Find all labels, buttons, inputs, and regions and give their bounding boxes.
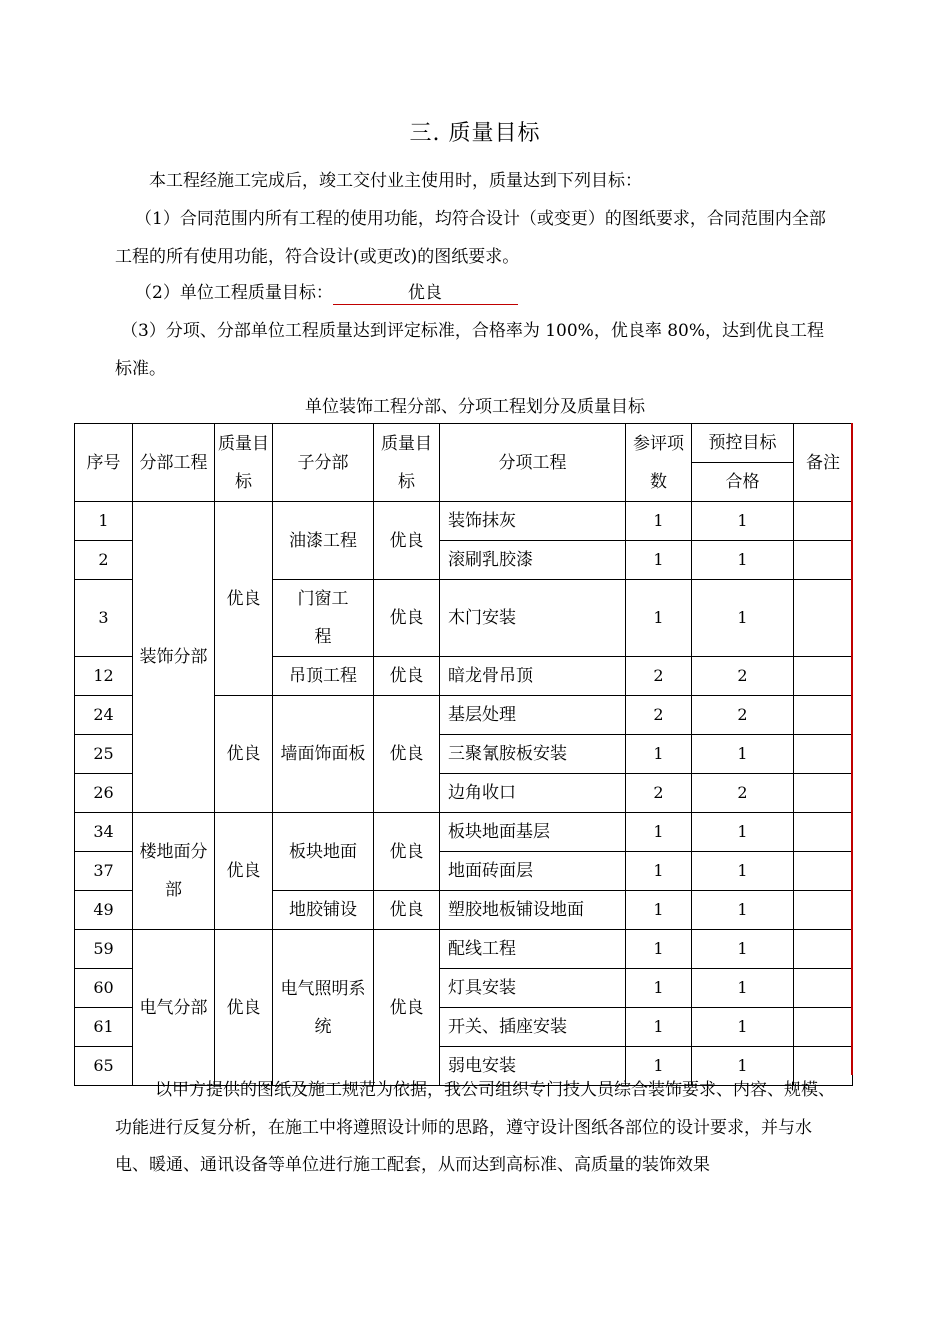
item2-value: 优良 — [333, 282, 518, 305]
header-item: 分项工程 — [440, 424, 626, 502]
cell-count: 1 — [626, 813, 692, 852]
cell-count: 1 — [626, 541, 692, 580]
cell-subdivision-goal: 优良 — [374, 813, 440, 891]
cell-qualified: 1 — [692, 580, 794, 657]
cell-count: 1 — [626, 1047, 692, 1086]
cell-qualified: 2 — [692, 774, 794, 813]
cell-seq: 37 — [75, 852, 133, 891]
cell-division: 电气分部 — [133, 930, 215, 1086]
table-row — [75, 813, 853, 852]
cell-remark — [794, 930, 853, 969]
cell-division: 楼地面分部 — [133, 813, 215, 930]
cell-remark — [794, 891, 853, 930]
cell-count: 2 — [626, 696, 692, 735]
cell-item: 木门安装 — [440, 580, 626, 657]
cell-subdivision: 油漆工程 — [273, 502, 374, 580]
cell-count: 1 — [626, 502, 692, 541]
cell-seq: 24 — [75, 696, 133, 735]
item1-paragraph — [115, 200, 840, 276]
cell-subdivision: 墙面饰面板 — [273, 696, 374, 813]
item2-label: （2）单位工程质量目标： — [135, 283, 333, 303]
cell-qualified: 1 — [692, 502, 794, 541]
conclusion-text: 以甲方提供的图纸及施工规范为依据，我公司组织专门技人员综合装饰要求、内容、规模、功能进行反复分析，在施工中将遵照设计师的思路，遵守设计图纸各部位的设计要求，并与水电、暖通、通讯设备等单位进行施工配套，从而达到高标准、高质量的装饰效果 — [115, 1080, 835, 1175]
cell-item: 三聚氰胺板安装 — [440, 735, 626, 774]
item1-text: （1）合同范围内所有工程的使用功能，均符合设计（或变更）的图纸要求，合同范围内全部工程的所有使用功能，符合设计(或更改)的图纸要求。 — [115, 209, 826, 267]
header-division-goal: 质量目标 — [215, 424, 273, 502]
cell-division-goal: 优良 — [215, 696, 273, 813]
header-target: 预控目标 — [692, 424, 794, 463]
item2-paragraph — [115, 274, 840, 312]
cell-item: 滚刷乳胶漆 — [440, 541, 626, 580]
table-caption: 单位装饰工程分部、分项工程划分及质量目标 — [305, 397, 645, 417]
cell-qualified: 1 — [692, 735, 794, 774]
cell-subdivision: 地胶铺设 — [273, 891, 374, 930]
cell-seq: 3 — [75, 580, 133, 657]
cell-item: 板块地面基层 — [440, 813, 626, 852]
cell-subdivision: 电气照明系统 — [273, 930, 374, 1086]
cell-count: 1 — [626, 580, 692, 657]
cell-item: 边角收口 — [440, 774, 626, 813]
cell-seq: 61 — [75, 1008, 133, 1047]
cell-qualified: 2 — [692, 696, 794, 735]
cell-remark — [794, 813, 853, 852]
intro-paragraph — [115, 162, 840, 200]
cell-seq: 2 — [75, 541, 133, 580]
cell-remark — [794, 657, 853, 696]
cell-remark — [794, 852, 853, 891]
quality-goal-table — [74, 423, 853, 1086]
cell-qualified: 1 — [692, 852, 794, 891]
cell-subdivision-goal: 优良 — [374, 657, 440, 696]
cell-seq: 1 — [75, 502, 133, 541]
cell-seq: 60 — [75, 969, 133, 1008]
cell-item: 基层处理 — [440, 696, 626, 735]
header-count: 参评项数 — [626, 424, 692, 502]
intro-text: 本工程经施工完成后，竣工交付业主使用时，质量达到下列目标： — [149, 171, 642, 191]
cell-division-goal: 优良 — [215, 502, 273, 696]
cell-qualified: 1 — [692, 930, 794, 969]
cell-remark — [794, 502, 853, 541]
cell-item: 装饰抹灰 — [440, 502, 626, 541]
cell-item: 配线工程 — [440, 930, 626, 969]
cell-seq: 26 — [75, 774, 133, 813]
cell-remark — [794, 580, 853, 657]
header-subdivision-goal: 质量目标 — [374, 424, 440, 502]
cell-count: 1 — [626, 969, 692, 1008]
item3-paragraph — [115, 312, 840, 388]
cell-qualified: 1 — [692, 1008, 794, 1047]
cell-count: 2 — [626, 657, 692, 696]
header-row-1 — [75, 424, 853, 463]
cell-qualified: 1 — [692, 1047, 794, 1086]
cell-qualified: 1 — [692, 969, 794, 1008]
cell-division: 装饰分部 — [133, 502, 215, 813]
cell-qualified: 2 — [692, 657, 794, 696]
cell-qualified: 1 — [692, 813, 794, 852]
cell-remark — [794, 696, 853, 735]
cell-subdivision-goal: 优良 — [374, 930, 440, 1086]
table-row — [75, 930, 853, 969]
cell-count: 1 — [626, 852, 692, 891]
cell-qualified: 1 — [692, 891, 794, 930]
cell-subdivision-goal: 优良 — [374, 696, 440, 813]
cell-item: 塑胶地板铺设地面 — [440, 891, 626, 930]
header-division: 分部工程 — [133, 424, 215, 502]
header-seq: 序号 — [75, 424, 133, 502]
cell-count: 1 — [626, 891, 692, 930]
cell-item: 暗龙骨吊顶 — [440, 657, 626, 696]
cell-remark — [794, 969, 853, 1008]
header-subdivision: 子分部 — [273, 424, 374, 502]
cell-remark — [794, 541, 853, 580]
cell-count: 1 — [626, 930, 692, 969]
cell-remark — [794, 1008, 853, 1047]
cell-seq: 59 — [75, 930, 133, 969]
cell-subdivision: 板块地面 — [273, 813, 374, 891]
cell-subdivision-goal: 优良 — [374, 502, 440, 580]
item3-text: （3）分项、分部单位工程质量达到评定标准，合格率为 100%，优良率 80%，达到优良工程标准。 — [115, 321, 825, 379]
cell-qualified: 1 — [692, 541, 794, 580]
cell-seq: 12 — [75, 657, 133, 696]
cell-seq: 25 — [75, 735, 133, 774]
conclusion-paragraph — [115, 1072, 840, 1185]
cell-seq: 49 — [75, 891, 133, 930]
table-right-edge-line — [851, 423, 853, 1075]
cell-seq: 65 — [75, 1047, 133, 1086]
cell-count: 1 — [626, 735, 692, 774]
cell-division-goal: 优良 — [215, 930, 273, 1086]
cell-subdivision: 门窗工程 — [273, 580, 374, 657]
cell-remark — [794, 774, 853, 813]
cell-item: 开关、插座安装 — [440, 1008, 626, 1047]
cell-item: 灯具安装 — [440, 969, 626, 1008]
cell-subdivision-goal: 优良 — [374, 580, 440, 657]
header-qualified: 合格 — [692, 463, 794, 502]
cell-count: 1 — [626, 1008, 692, 1047]
cell-subdivision-goal: 优良 — [374, 891, 440, 930]
cell-remark — [794, 735, 853, 774]
header-remark: 备注 — [794, 424, 853, 502]
cell-division-goal: 优良 — [215, 813, 273, 930]
cell-seq: 34 — [75, 813, 133, 852]
cell-count: 2 — [626, 774, 692, 813]
cell-item: 地面砖面层 — [440, 852, 626, 891]
table-row — [75, 502, 853, 541]
cell-item: 弱电安装 — [440, 1047, 626, 1086]
cell-subdivision: 吊顶工程 — [273, 657, 374, 696]
page-title: 三. 质量目标 — [409, 121, 541, 146]
